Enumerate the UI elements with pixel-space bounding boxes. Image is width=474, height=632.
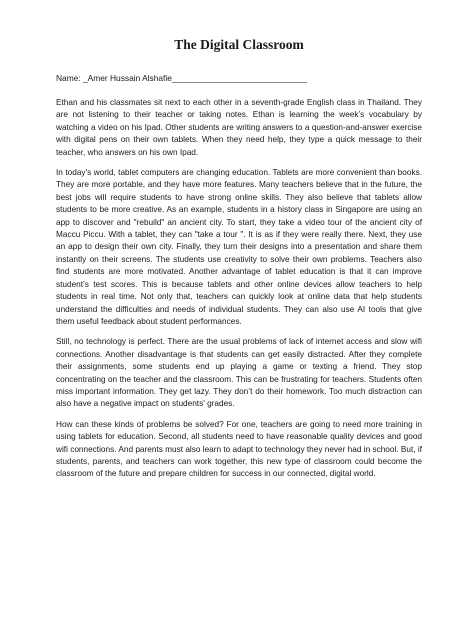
student-name-line: Name: _Amer Hussain Alshafie_____________________________ [56,73,307,83]
paragraph-intro: Ethan and his classmates sit next to each other in a seventh-grade English class in Thailand. They are not listening to their teacher or taking notes. Ethan is learning the week’s vocabulary by watching a video on his Ipad. Other students are writing answers to a question-and-answer exercise with digital pens on their own tablets. When they need help, they type a quick message to their teacher, who answers on his own Ipad. [56,98,422,157]
paragraph-solutions: How can these kinds of problems be solved? For one, teachers are going to need more training in using tablets for education. Second, all students need to have reasonable quality devices and good wifi connections. And parents must also learn to adapt to technology they never had in school. But, if students, parents, and teachers can work together, this new type of classroom could become the classroom of the future and prepare children for success in our connected, digital world. [56,419,422,479]
paragraph-problems: Still, no technology is perfect. There are the usual problems of lack of internet access and slow wifi connections. Another disadvantage is that students can get easily distracted. After they complete their assignments, some students end up playing a game or texting a friend. They stop concentrating on the teacher and the classroom. This can be frustrating for teachers. Students often miss important information. They get lazy. They don’t do their homework. Too much distraction can also have a negative impact on students' grades. [56,337,422,409]
document-page [56,36,422,489]
paragraph-advantages: In today's world, tablet computers are changing education. Tablets are more convenient than books. They are more portable, and they have more features. Many teachers believe that in the future, the best jobs will require students to have strong online skills. They also believe that tablets allow students to be more creative. As an example, students in a history class in Singapore are using an app to discover and "rebuild" an ancient city. To start, they take a video tour of the ancient city of Maccu Piccu. With a tablet, they can "take a tour ". It is as if they were really there. Next, they use an app to design their own city. Finally, they turn their designs into a presentation and share them instantly on their screens. The students use creativity to solve their own problems. Teachers also find students are more motivated. Another advantage of tablet education is that it can improve student’s test scores. This is because tablets and other online devices allow teachers to help students in real time. Not only that, teachers can quickly look at online data that help students understand the difficulties and needs of individual students. They can also use AI tools that give them useful feedback about student performances. [56,168,422,326]
document-title: The Digital Classroom [174,37,304,52]
